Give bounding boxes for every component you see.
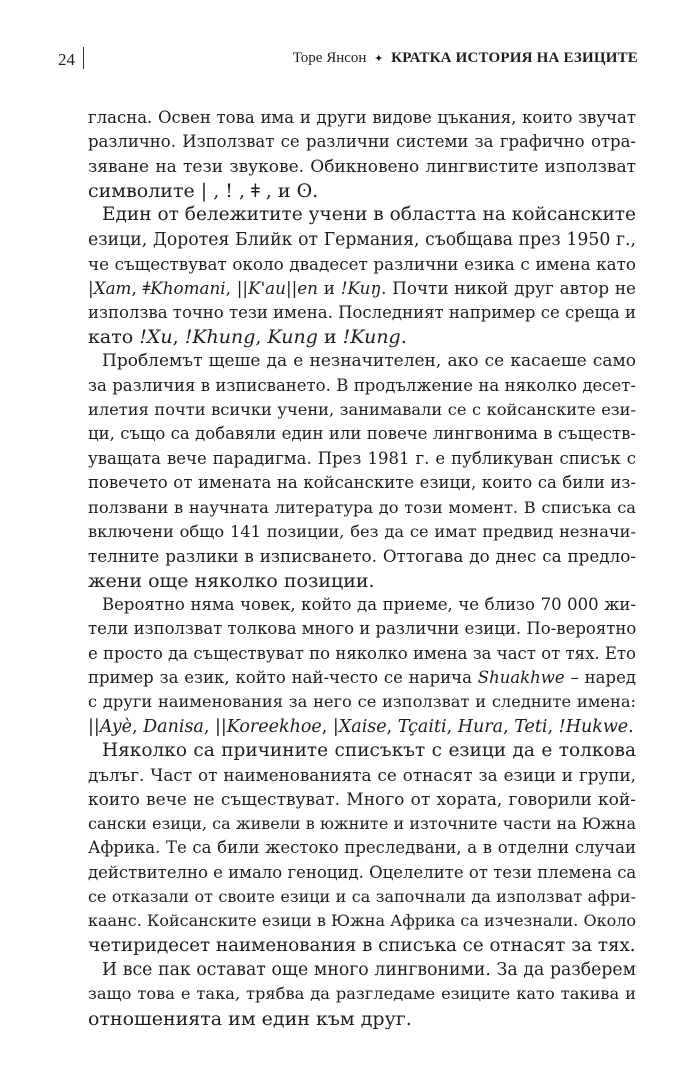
text-line: Вероятно няма човек, който да приеме, че близо 70 000 жи- bbox=[102, 594, 636, 614]
text-line: които вече не съществуват. Много от хората, говорили кой- bbox=[88, 789, 636, 810]
text-line: тели използват толкова много и различни езици. По-вероятно bbox=[88, 619, 637, 639]
running-title bbox=[293, 50, 638, 67]
text-line: Няколко са причините списъкът с езици да е толкова bbox=[102, 739, 636, 761]
text-line: сански езици, са живели в южните и източните части на Южна bbox=[88, 813, 636, 833]
text-line: телните разлики в изписването. Оттогава до днес са предло- bbox=[88, 546, 636, 567]
text-line: като !Xu, !Khung, Kung и !Kung. bbox=[88, 326, 407, 349]
text-line: Проблемът щеше да е незначителен, ако се касаеше само bbox=[102, 351, 636, 372]
running-header bbox=[58, 46, 638, 76]
text-line: жени още няколко позиции. bbox=[88, 569, 375, 592]
text-line: езици, Доротея Блийк от Германия, съобщава през 1950 г., bbox=[88, 229, 636, 250]
text-line: се отказали от своите езици и са започнали да използват афри- bbox=[88, 887, 636, 906]
running-book-title: КРАТКА ИСТОРИЯ НА ЕЗИЦИТЕ bbox=[391, 50, 638, 66]
text-line: Един от бележитите учени в областта на койсанските bbox=[102, 204, 636, 226]
text-line: различно. Използват се различни системи за графично отра- bbox=[88, 132, 636, 152]
text-line: ||Ayè, Danisa, ||Koreekhoe, |Xaise, Tçaiti, Hura, Teti, !Hukwe. bbox=[88, 716, 634, 737]
text-line: включени общо 141 позиции, без да се имат предвид незначи- bbox=[88, 521, 636, 541]
text-line: каанс. Койсанските езици в Южна Африка са изчезнали. Около bbox=[88, 911, 636, 931]
text-line: ци, също са добавяли един или повече лингвонима в съществ- bbox=[88, 424, 636, 444]
running-author: Торе Янсон bbox=[292, 50, 367, 66]
text-line: повечето от имената на койсанските езици, които са били из- bbox=[88, 473, 636, 493]
text-line: четиридесет наименования в списъка се отнасят за тях. bbox=[88, 934, 636, 956]
text-line: действително е имало геноцид. Оцелелите от тези племена са bbox=[88, 862, 637, 882]
text-line: защо това е така, трябва да разгледаме езиците като такива и bbox=[88, 984, 636, 1004]
text-line: символите | , ! , ǂ , и ʘ. bbox=[88, 180, 319, 203]
text-line: че съществуват около двадесет различни езика с имена като bbox=[88, 254, 636, 275]
page-number-rule bbox=[83, 47, 84, 69]
text-line: Африка. Те са били жестоко преследвани, а в отделни случаи bbox=[88, 838, 636, 858]
header-separator: ✦ bbox=[374, 53, 384, 65]
text-line: гласна. Освен това има и други видове цъкания, които звучат bbox=[88, 108, 636, 127]
text-line: зяване на тези звукове. Обикновено лингвистите използват bbox=[88, 156, 636, 177]
page-number: 24 bbox=[58, 50, 75, 69]
text-line: уващата вече парадигма. През 1981 г. е публикуван списък с bbox=[88, 448, 636, 468]
text-line: И все пак остават още много лингвоними. За да разберем bbox=[102, 960, 636, 981]
text-line: с други наименования за него се използват и следните имена: bbox=[88, 692, 636, 712]
text-line: пример за език, който най-често се нарича Shuakhwe – наред bbox=[88, 667, 637, 687]
text-line: отношенията им един към друг. bbox=[88, 1007, 412, 1030]
text-line: |Xam, ǂKhomani, ||K'au||en и !Kuŋ. Почти никой друг автор не bbox=[88, 278, 636, 299]
text-line: е просто да съществуват по няколко имена за част от тях. Ето bbox=[88, 643, 636, 663]
text-line: за различия в изписването. В продължение на няколко десет- bbox=[88, 375, 636, 395]
text-line: ползвани в научната литература до този момент. В списъка са bbox=[88, 497, 636, 517]
text-line: илетия почти всички учени, занимавали се с койсанските ези- bbox=[88, 400, 636, 420]
text-line: използва точно тези имена. Последният например се среща и bbox=[88, 302, 636, 322]
body-text bbox=[88, 106, 636, 1031]
text-line: дълъг. Част от наименованията се отнасят за езици и групи, bbox=[88, 765, 636, 786]
